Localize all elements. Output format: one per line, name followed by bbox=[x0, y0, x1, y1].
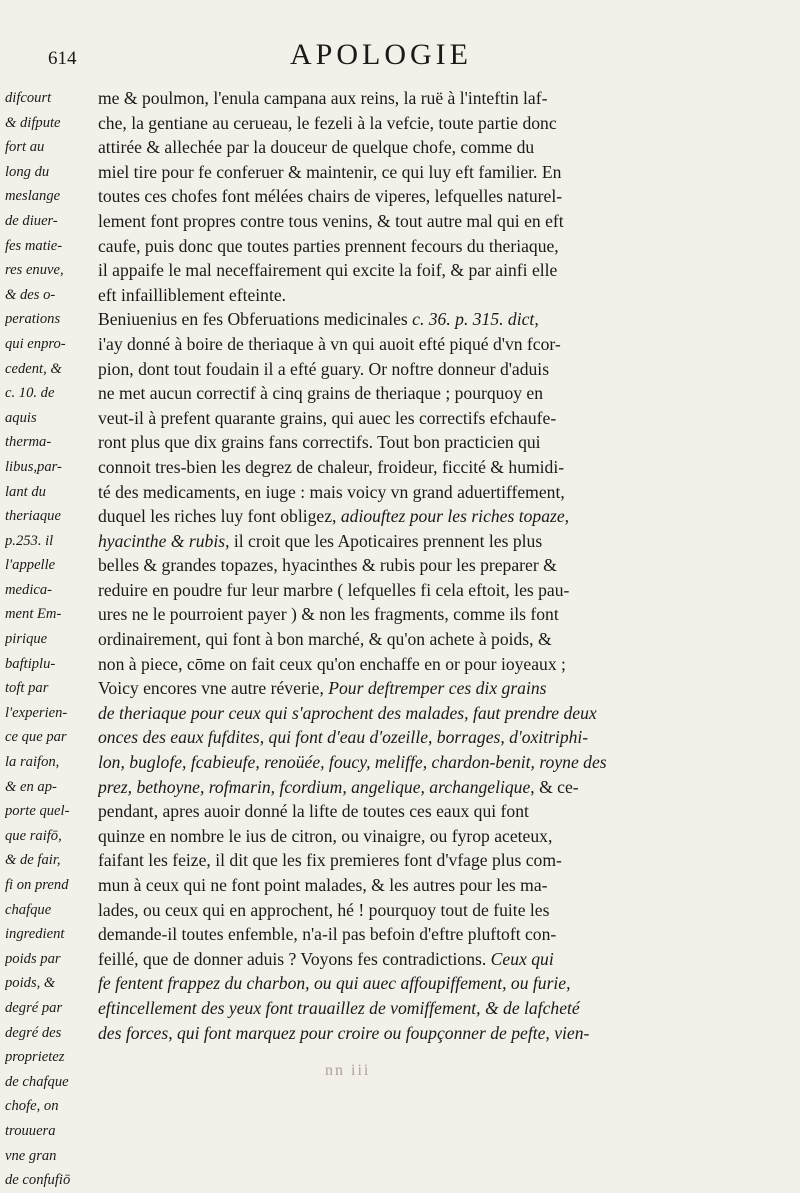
margin-note-line: perations bbox=[5, 311, 61, 328]
text-line bbox=[98, 602, 790, 627]
text-run: duquel les riches luy font obligez, bbox=[98, 506, 341, 527]
page-number: 614 bbox=[48, 48, 77, 69]
margin-note-line: poids par bbox=[5, 950, 61, 967]
margin-note-line: chofe, on bbox=[5, 1098, 59, 1115]
italic-run: fe fentent frappez du charbon, ou qui auec affoupiffement, ou furie, bbox=[98, 973, 571, 994]
text-line bbox=[98, 480, 790, 505]
text-line bbox=[98, 135, 790, 160]
text-run: , & ce- bbox=[530, 776, 579, 797]
text-line bbox=[98, 111, 790, 136]
main-text bbox=[98, 86, 790, 1045]
text-run: lement font propres contre tous venins, & tout autre mal qui en eft bbox=[98, 210, 564, 231]
text-run: lades, ou ceux qui en approchent, hé ! pourquoy tout de fuite les bbox=[98, 899, 550, 920]
text-line bbox=[98, 701, 790, 726]
italic-run: lon, buglofe, fcabieufe, renoüée, foucy, meliffe, chardon-benit, royne des bbox=[98, 752, 607, 773]
text-line bbox=[98, 332, 790, 357]
text-run: faifant les feize, il dit que les fix premieres font d'vfage plus com- bbox=[98, 850, 562, 871]
text-run: belles & grandes topazes, hyacinthes & rubis pour les preparer & bbox=[98, 555, 557, 576]
margin-note-line: therma- bbox=[5, 434, 52, 451]
margin-note-line: de confufiō bbox=[5, 1172, 71, 1189]
margin-note-line: proprietez bbox=[5, 1049, 65, 1066]
margin-note-line: libus,par- bbox=[5, 458, 62, 475]
text-run: Voicy encores vne autre réverie, bbox=[98, 678, 329, 699]
margin-note-line: cedent, & bbox=[5, 360, 62, 377]
margin-notes bbox=[5, 86, 91, 1193]
text-run: eft infailliblement efteinte. bbox=[98, 284, 287, 305]
text-line bbox=[98, 184, 790, 209]
text-line bbox=[98, 627, 790, 652]
margin-note-line: la raifon, bbox=[5, 754, 60, 771]
text-line bbox=[98, 553, 790, 578]
page-header bbox=[0, 38, 800, 82]
text-run: il appaife le mal neceffairement qui excite la foif, & par ainfi elle bbox=[98, 260, 558, 281]
margin-note-line: qui enpro- bbox=[5, 335, 66, 352]
text-run: non à piece, cōme on fait ceux qu'on enchaffe en or pour ioyeaux ; bbox=[98, 653, 566, 674]
margin-note-line: poids, & bbox=[5, 975, 56, 992]
text-run: pion, dont tout foudain il a efté guary. Or noftre donneur d'aduis bbox=[98, 358, 550, 379]
text-line bbox=[98, 652, 790, 677]
text-line bbox=[98, 258, 790, 283]
margin-note-line: degré par bbox=[5, 999, 63, 1016]
text-run: caufe, puis donc que toutes parties prennent fecours du theriaque, bbox=[98, 235, 559, 256]
text-line bbox=[98, 996, 790, 1021]
margin-note-line: meslange bbox=[5, 188, 61, 205]
text-run: me & poulmon, l'enula campana aux reins, la ruë à l'inteftin laf- bbox=[98, 88, 548, 108]
text-line bbox=[98, 504, 790, 529]
text-run: che, la gentiane au cerueau, le fezeli à la vefcie, toute partie donc bbox=[98, 112, 557, 133]
text-run: veut-il à prefent quarante grains, qui auec les correctifs efchaufe- bbox=[98, 407, 557, 428]
text-line bbox=[98, 430, 790, 455]
text-line bbox=[98, 86, 790, 111]
margin-note-line: ce que par bbox=[5, 729, 67, 746]
margin-note-line: ment Em- bbox=[5, 606, 62, 623]
text-run: , il croit que les Apoticaires prennent les plus bbox=[225, 530, 543, 551]
margin-note-line: & en ap- bbox=[5, 778, 57, 795]
margin-note-line: res enuve, bbox=[5, 262, 64, 279]
margin-note-line: & de fair, bbox=[5, 852, 61, 869]
margin-note-line: ingredient bbox=[5, 926, 65, 943]
text-line bbox=[98, 775, 790, 800]
text-line bbox=[98, 725, 790, 750]
text-run: quinze en nombre le ius de citron, ou vinaigre, ou fyrop aceteux, bbox=[98, 825, 553, 846]
text-line bbox=[98, 234, 790, 259]
text-line bbox=[98, 209, 790, 234]
text-line bbox=[98, 406, 790, 431]
text-line bbox=[98, 455, 790, 480]
text-line bbox=[98, 1021, 790, 1046]
text-line bbox=[98, 307, 790, 332]
text-line bbox=[98, 283, 790, 308]
margin-note-line: l'experien- bbox=[5, 704, 68, 721]
text-line bbox=[98, 799, 790, 824]
text-line bbox=[98, 898, 790, 923]
margin-note-line: aquis bbox=[5, 409, 37, 426]
text-run: pendant, apres auoir donné la lifte de toutes ces eaux qui font bbox=[98, 801, 529, 822]
text-run: ures ne le pourroient payer ) & non les fragments, comme ils font bbox=[98, 604, 559, 625]
italic-run: eftincellement des yeux font trauaillez de vomiffement, & de lafcheté bbox=[98, 997, 580, 1018]
margin-note-line: de chafque bbox=[5, 1073, 69, 1090]
text-line bbox=[98, 357, 790, 382]
text-run: demande-il toutes enfemble, n'a-il pas befoin d'eftre pluftoft con- bbox=[98, 924, 557, 945]
text-line bbox=[98, 873, 790, 898]
text-run: attirée & allechée par la douceur de quelque chofe, comme du bbox=[98, 137, 535, 158]
signature-mark: nn iii bbox=[325, 1062, 371, 1079]
margin-note-line: p.253. il bbox=[5, 532, 54, 549]
margin-note-line: pirique bbox=[5, 631, 48, 648]
margin-note-line: porte quel- bbox=[5, 803, 70, 820]
margin-note-line: & difpute bbox=[5, 114, 61, 131]
italic-run: Ceux qui bbox=[490, 948, 554, 969]
text-run: ordinairement, qui font à bon marché, & qu'on achete à poids, & bbox=[98, 629, 552, 650]
text-run: ront plus que dix grains fans correctifs. Tout bon practicien qui bbox=[98, 432, 541, 453]
text-line bbox=[98, 947, 790, 972]
text-line bbox=[98, 676, 790, 701]
margin-note-line: l'appelle bbox=[5, 557, 56, 574]
text-run: reduire en poudre fur leur marbre ( lefquelles fi cela eftoit, les pau- bbox=[98, 579, 570, 600]
text-run: mun à ceux qui ne font point malades, & les autres pour les ma- bbox=[98, 875, 548, 895]
running-head: APOLOGIE bbox=[290, 38, 472, 71]
text-run: toutes ces chofes font mélées chairs de viperes, lefquelles naturel- bbox=[98, 186, 563, 207]
text-run: connoit tres-bien les degrez de chaleur, froideur, ficcité & humidi- bbox=[98, 456, 565, 477]
margin-note-line: long du bbox=[5, 163, 50, 180]
italic-run: adiouftez pour les riches topaze, bbox=[340, 506, 570, 527]
italic-run: des forces, qui font marquez pour croire ou foupçonner de pefte, vien- bbox=[98, 1022, 590, 1043]
margin-note-line: vne gran bbox=[5, 1147, 57, 1164]
italic-run: Pour deftremper ces dix grains bbox=[328, 678, 547, 699]
italic-run: de theriaque pour ceux qui s'aprochent des malades, faut prendre deux bbox=[98, 702, 597, 723]
margin-note-line: difcourt bbox=[5, 90, 52, 106]
margin-note-line: degré des bbox=[5, 1024, 62, 1041]
margin-note-line: baftiplu- bbox=[5, 655, 56, 672]
text-line bbox=[98, 922, 790, 947]
margin-note-line: c. 10. de bbox=[5, 385, 55, 402]
italic-run: c. 36. p. 315. dict, bbox=[412, 309, 539, 330]
text-run: Beniuenius en fes Obferuations medicinales bbox=[98, 309, 413, 330]
text-line bbox=[98, 971, 790, 996]
margin-note-line: medica- bbox=[5, 581, 53, 598]
margin-note-line: lant du bbox=[5, 483, 46, 500]
margin-note-line: & des o- bbox=[5, 286, 56, 303]
text-line bbox=[98, 529, 790, 554]
text-line bbox=[98, 848, 790, 873]
margin-note-line: de diuer- bbox=[5, 212, 58, 229]
text-line bbox=[98, 381, 790, 406]
text-line bbox=[98, 750, 790, 775]
margin-note-line: fort au bbox=[5, 139, 45, 156]
margin-note-line: toft par bbox=[5, 680, 49, 697]
text-line bbox=[98, 824, 790, 849]
margin-note-line: que raifō, bbox=[5, 827, 62, 844]
text-run: feillé, que de donner aduis ? Voyons fes contradictions. bbox=[98, 948, 491, 969]
text-run: miel tire pour fe conferuer & maintenir, ce qui luy eft familier. En bbox=[98, 161, 562, 182]
italic-run: onces des eaux fufdites, qui font d'eau d'ozeille, borrages, d'oxitriphi- bbox=[98, 727, 589, 748]
italic-run: prez, bethoyne, rofmarin, fcordium, angelique, archangelique bbox=[98, 776, 531, 797]
text-run: ne met aucun correctif à cinq grains de theriaque ; pourquoy en bbox=[98, 383, 544, 404]
margin-note-line: trouuera bbox=[5, 1122, 56, 1139]
margin-note-line: fes matie- bbox=[5, 237, 63, 254]
text-run: i'ay donné à boire de theriaque à vn qui auoit efté piqué d'vn fcor- bbox=[98, 333, 561, 354]
margin-note-line: theriaque bbox=[5, 508, 61, 525]
text-line bbox=[98, 160, 790, 185]
margin-note-line: fi on prend bbox=[5, 877, 69, 893]
text-run: té des medicaments, en iuge : mais voicy vn grand aduertiffement, bbox=[98, 481, 565, 502]
text-line bbox=[98, 578, 790, 603]
italic-run: hyacinthe & rubis bbox=[98, 530, 226, 551]
margin-note-line: chafque bbox=[5, 901, 52, 918]
